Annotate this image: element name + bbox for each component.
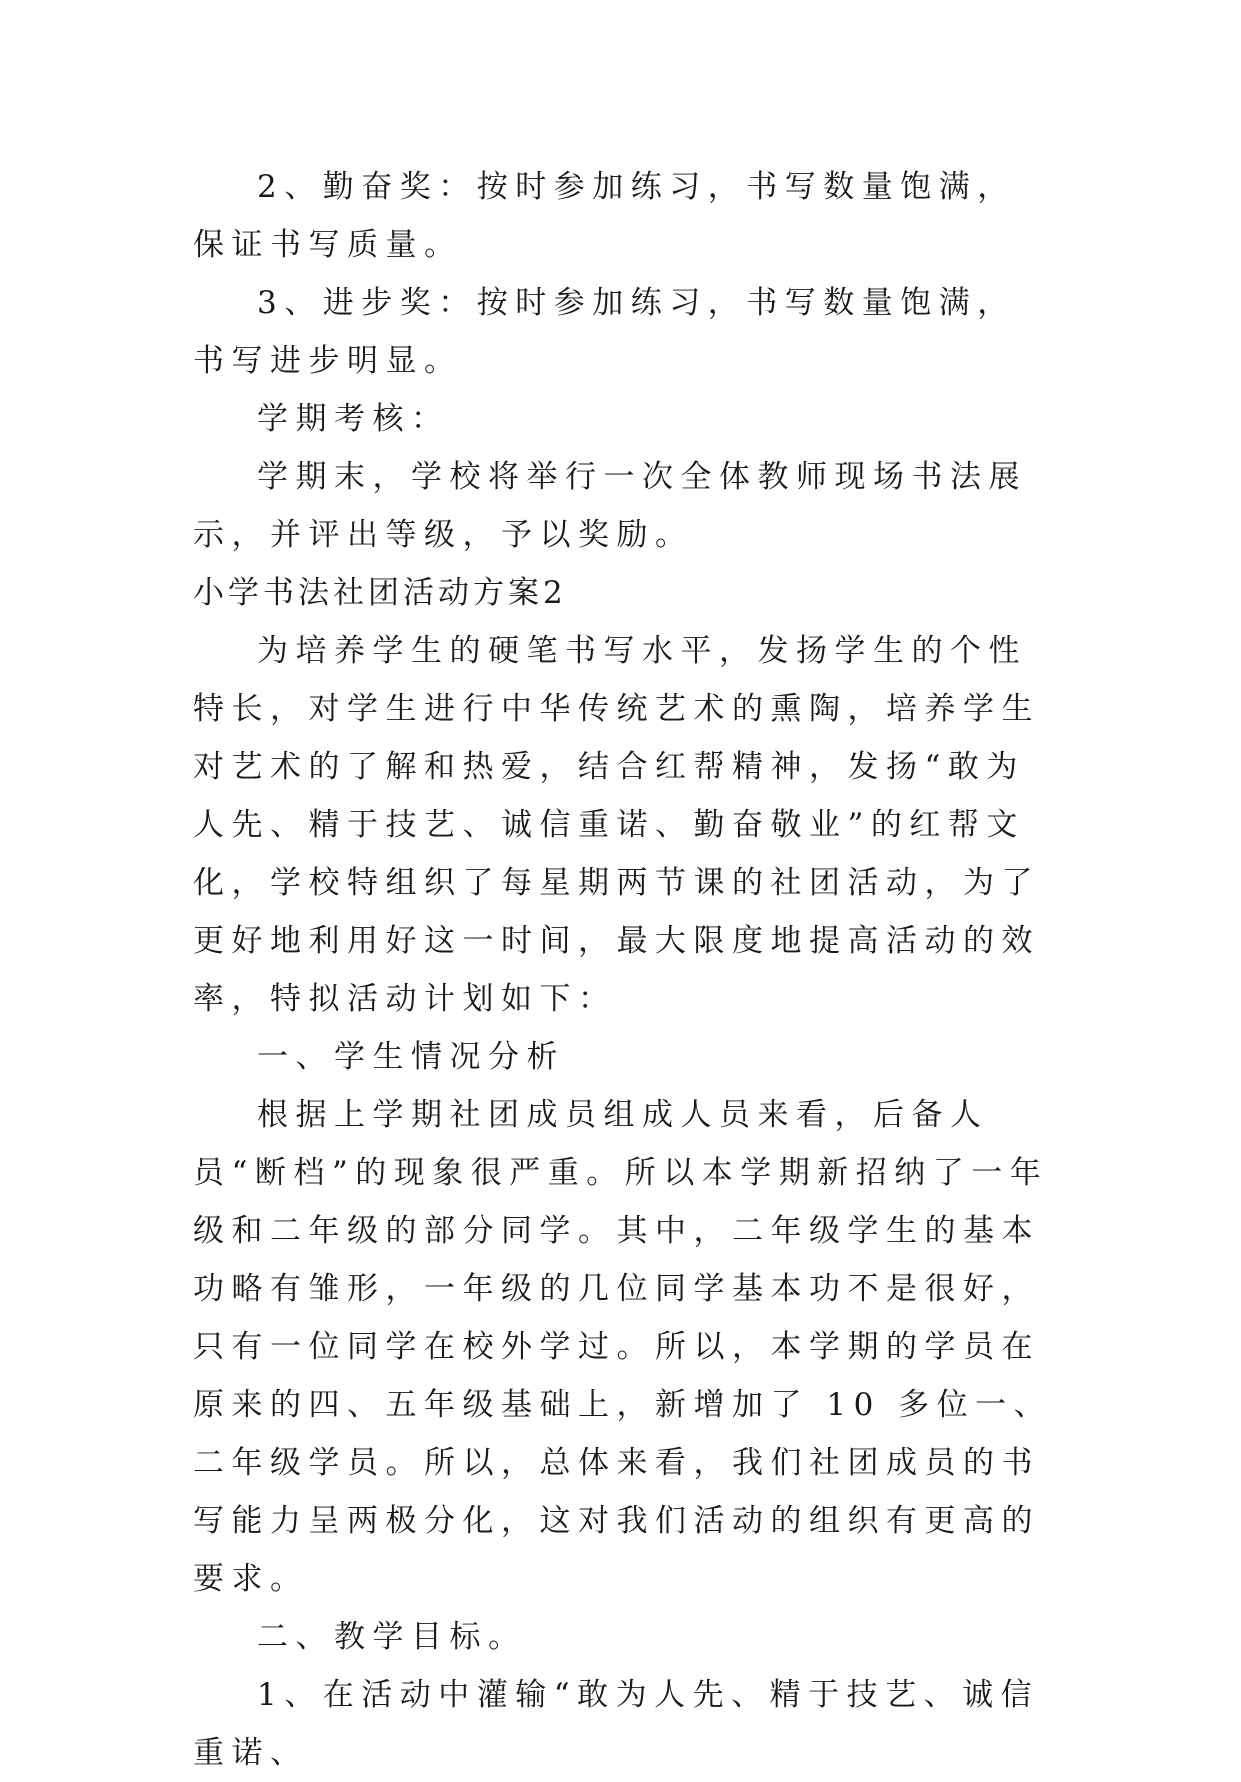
section-2-heading: 二、教学目标。 xyxy=(257,1619,527,1655)
plan-2-title: 小学书法社团活动方案2 xyxy=(193,575,567,611)
document-body xyxy=(193,158,1053,1782)
semester-assessment-text: 学期末，学校将举行一次全体教师现场书法展示，并评出等级，予以奖励。 xyxy=(193,459,1027,553)
award-progress: 3、进步奖：按时参加练习，书写数量饱满，书写进步明显。 xyxy=(193,285,1016,379)
award-diligence: 2、勤奋奖：按时参加练习，书写数量饱满，保证书写质量。 xyxy=(193,169,1016,263)
section-1-heading: 一、学生情况分析 xyxy=(257,1039,565,1075)
semester-assessment-label: 学期考核： xyxy=(257,401,450,437)
goal-1: 1、在活动中灌输“敢为人先、精于技艺、诚信重诺、 xyxy=(193,1677,1040,1771)
section-1-text: 根据上学期社团成员组成人员来看，后备人员“断档”的现象很严重。所以本学期新招纳了一年级和二年级的部分同学。其中，二年级学生的基本功略有雏形，一年级的几位同学基本功不是很好，只有一位同学在校外学过。所以，本学期的学员在原来的四、五年级基础上，新增加了 10 多位一、二年级学员。所以，总体来看，我们社团成员的书写能力呈两极分化，这对我们活动的组织有更高的要求。 xyxy=(193,1097,1053,1597)
intro-paragraph: 为培养学生的硬笔书写水平，发扬学生的个性特长，对学生进行中华传统艺术的熏陶，培养学生对艺术的了解和热爱，结合红帮精神，发扬“敢为人先、精于技艺、诚信重诺、勤奋敬业”的红帮文化，学校特组织了每星期两节课的社团活动，为了更好地利用好这一时间，最大限度地提高活动的效率，特拟活动计划如下： xyxy=(193,633,1040,1017)
